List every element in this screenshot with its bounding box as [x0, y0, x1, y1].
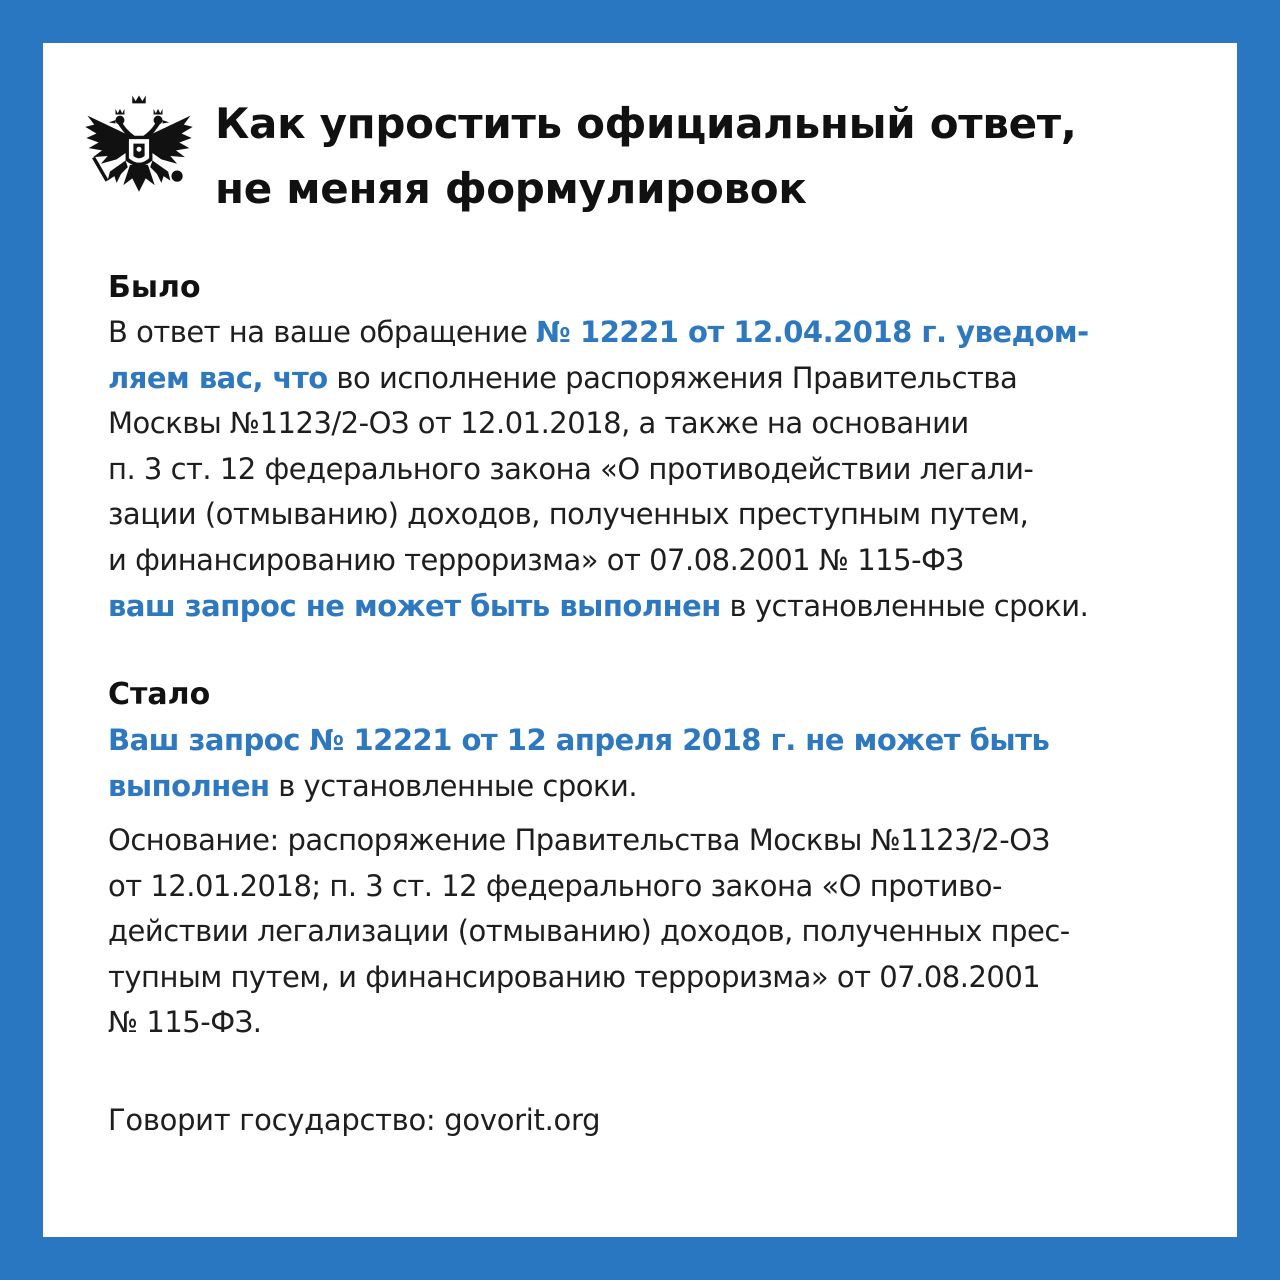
before-label: Было [108, 270, 201, 305]
highlight-segment: № 12221 от 12.04.2018 г. уведом- [536, 315, 1089, 349]
text-line: Москвы №1123/2-ОЗ от 12.01.2018, а также на основании [108, 406, 969, 441]
text-line: Основание: распоряжение Правительства Москвы №1123/2-ОЗ [108, 823, 1050, 857]
text-segment: во исполнение распоряжения Правительства [327, 360, 1018, 395]
text-segment: В ответ на ваше обращение [108, 315, 537, 349]
text-line: от 12.01.2018; п. 3 ст. 12 федерального закона «О противо- [108, 868, 1002, 903]
text-line: тупным путем, и финансированию терроризма» от 07.08.2001 [108, 959, 1041, 994]
text-line: № 115-ФЗ. [108, 1005, 262, 1040]
text-line [108, 356, 1218, 402]
page-title [215, 91, 1215, 221]
text-segment: в установленные сроки. [720, 588, 1089, 623]
text-line [108, 584, 1218, 630]
highlight-segment: ляем вас, что [108, 360, 328, 395]
footer-source: Говорит государство: govorit.org [108, 1103, 601, 1137]
highlight-segment: ваш запрос не может быть выполнен [108, 588, 721, 623]
highlight-line: Ваш запрос № 12221 от 12 апреля 2018 г. не может быть [108, 723, 1050, 757]
before-paragraph [108, 310, 1218, 629]
text-line: зации (отмыванию) доходов, полученных преступным путем, [108, 497, 1029, 532]
text-line: п. 3 ст. 12 федерального закона «О противодействии легали- [108, 451, 1034, 486]
double-headed-eagle-icon [83, 91, 195, 203]
text-line [108, 310, 1218, 356]
text-segment: в установленные сроки. [269, 768, 638, 803]
text-line [108, 764, 1218, 810]
basis-paragraph [108, 818, 1218, 1046]
text-line: действии легализации (отмыванию) доходов, полученных прес- [108, 914, 1070, 949]
after-label: Стало [108, 677, 211, 712]
text-line: и финансированию терроризма» от 07.08.2001 № 115-ФЗ [108, 542, 964, 577]
highlight-segment: выполнен [108, 768, 270, 803]
content-card [43, 43, 1237, 1237]
title-line-2: не меняя формулировок [215, 164, 807, 213]
after-paragraph [108, 718, 1218, 809]
title-line-1: Как упростить официальный ответ, [215, 99, 1077, 148]
